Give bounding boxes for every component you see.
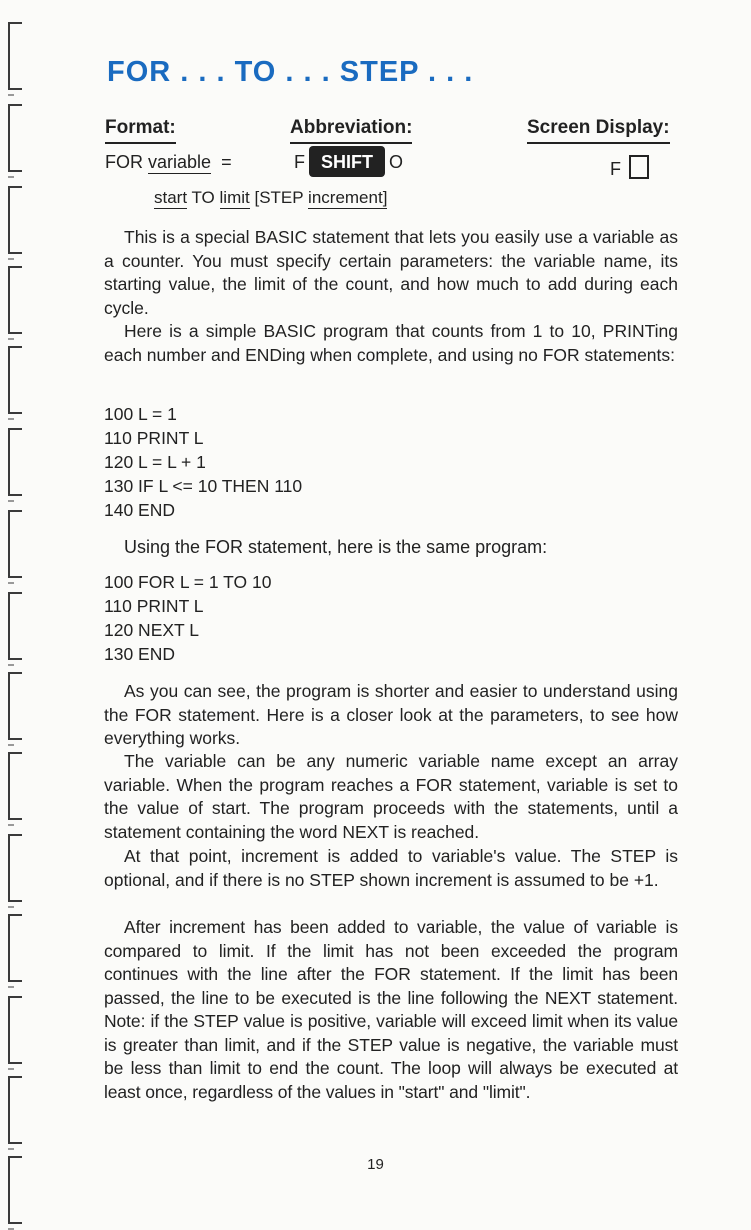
binder-mark [8,428,22,496]
abbreviation-label: Abbreviation: [290,117,412,144]
program-with-for [104,570,271,666]
code-line: 100 L = 1 [104,404,177,424]
abbreviation-suffix: O [389,152,404,172]
variable-paragraph: The variable can be any numeric variable name except an array variable. When the program reaches a FOR statement, variable is set to the value of start. The program proceeds with the statements, until a statement containing the word NEXT is reached. [104,751,678,842]
binder-mark [8,834,22,902]
screen-display [610,155,649,180]
for-intro-paragraph: Using the FOR statement, here is the same program: [124,537,548,557]
code-line: 130 IF L <= 10 THEN 110 [104,476,303,496]
code-line: 120 NEXT L [104,620,200,640]
program-without-for [104,402,302,522]
binder-mark [8,996,22,1064]
increment-paragraph: At that point, increment is added to variable's value. The STEP is optional, and if there is no STEP shown increment is assumed to be +1. [104,846,678,890]
limit-paragraph: After increment has been added to variable, the value of variable is compared to limit. If the limit has not been exceeded the program continues with the line after the FOR statement. If the limit has been passed, the line to be executed is the line following the NEXT statement. Note: if the STEP value is positive, variable will exceed limit when its value is greater than limit, and if the STEP value is negative, the variable must be less than limit to end the count. The loop will always be executed at least once, regardless of the values in "start" and "limit". [104,917,678,1102]
intro-paragraph: This is a special BASIC statement that lets you easily use a variable as a counter. You must specify certain parameters: the variable name, its starting value, the limit of the count, and how much to add during each cycle. [104,227,678,318]
page-title: FOR . . . TO . . . STEP . . . [107,56,474,88]
screen-display-label: Screen Display: [527,117,670,144]
binder-mark [8,752,22,820]
cursor-box [629,155,649,179]
code-line: 110 PRINT L [104,596,204,616]
code-line: 110 PRINT L [104,428,204,448]
format-start: start [154,188,188,207]
format-increment: increment] [308,188,388,207]
binder-mark [8,914,22,982]
shift-key: SHIFT [309,146,385,177]
screen-display-text: F [610,159,621,179]
binder-mark [8,186,22,254]
binder-mark [8,510,22,578]
format-keyword: FOR [105,152,143,172]
binder-mark [8,1076,22,1144]
program-intro-paragraph: Here is a simple BASIC program that counts from 1 to 10, PRINTing each number and ENDing when complete, and using no FOR statements: [104,321,678,365]
format-variable: variable [148,152,212,172]
page-number: 19 [367,1156,384,1173]
binder-mark [8,104,22,172]
format-to: TO [191,188,215,207]
binder-mark [8,672,22,740]
binder-mark [8,266,22,334]
abbreviation-keys [294,146,403,177]
format-limit: limit [219,188,250,207]
format-equals: = [221,152,232,172]
explanation-paragraph: As you can see, the program is shorter and easier to understand using the FOR statement. Here is a closer look at the parameters, to see how everything works. [104,681,678,748]
code-line: 140 END [104,500,176,520]
format-step: [STEP [254,188,304,207]
format-line-2 [154,188,387,208]
binder-mark [8,346,22,414]
code-line: 100 FOR L = 1 TO 10 [104,572,272,592]
format-line [105,152,232,173]
binder-mark [8,22,22,90]
code-line: 120 L = L + 1 [104,452,206,472]
abbreviation-prefix: F [294,152,305,172]
code-line: 130 END [104,644,176,664]
format-label: Format: [105,117,176,144]
binder-mark [8,592,22,660]
